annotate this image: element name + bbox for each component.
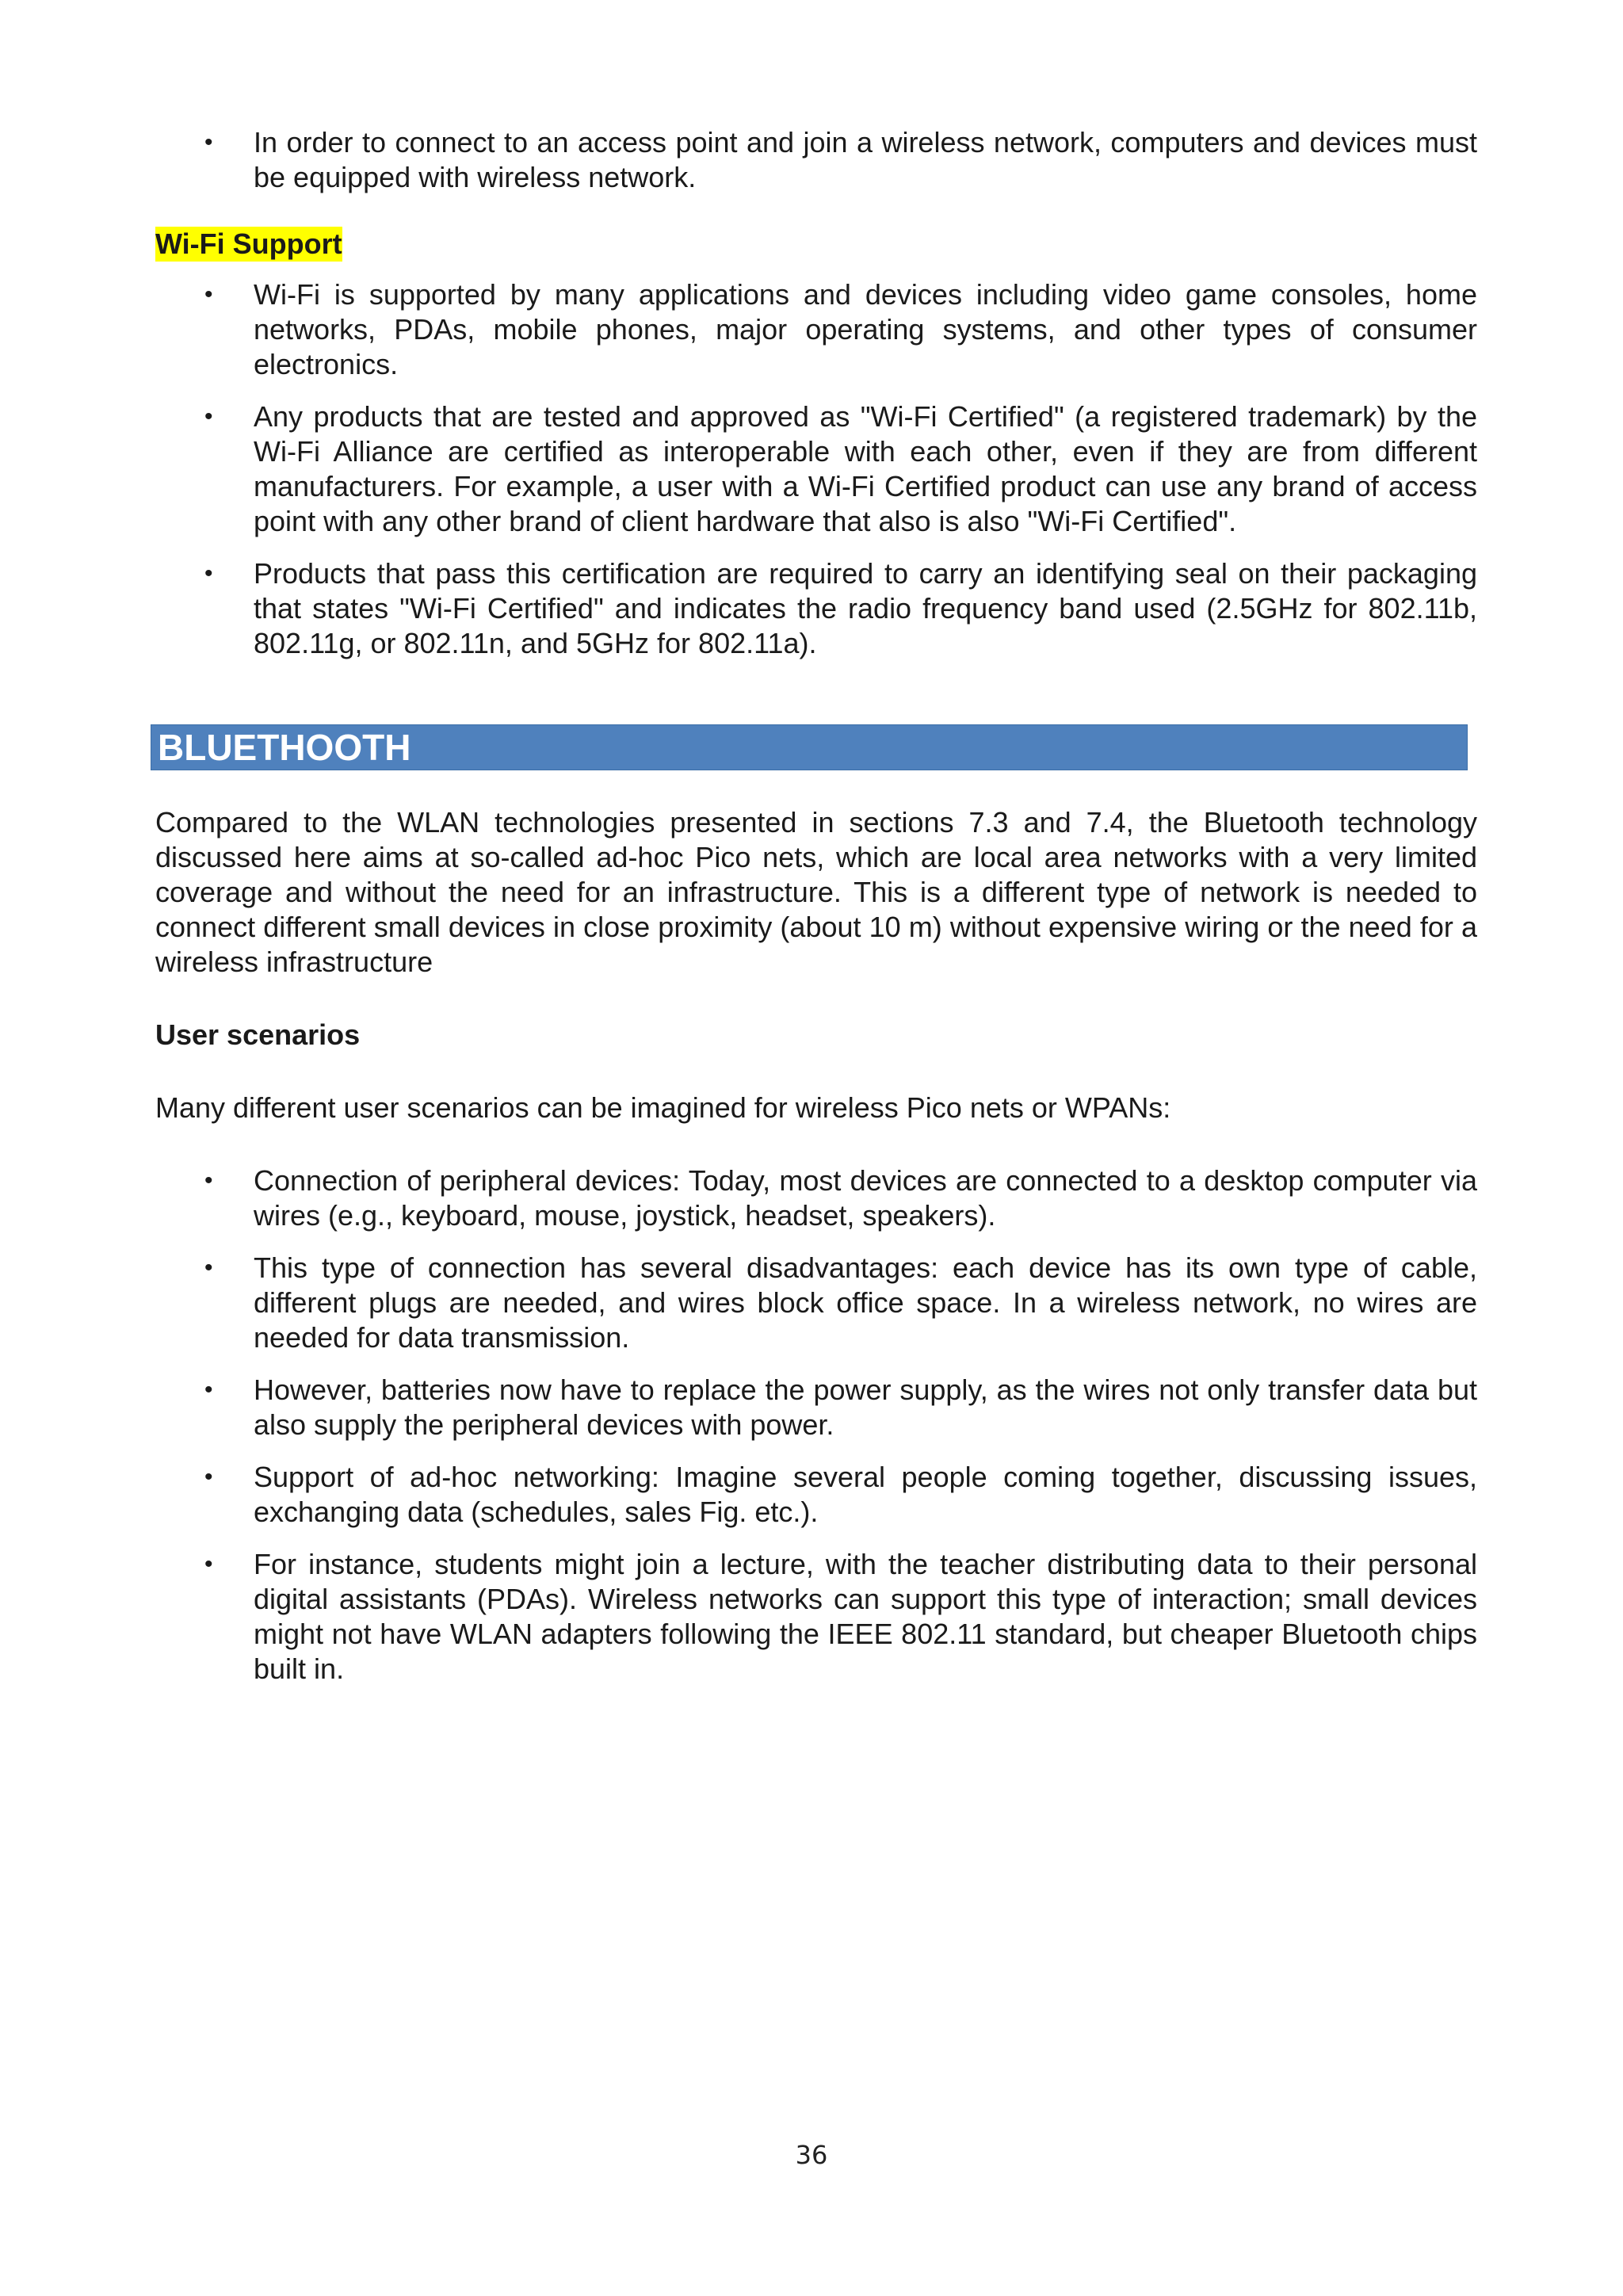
- list-item: [155, 1547, 1477, 1687]
- user-scenarios-intro: Many different user scenarios can be imagined for wireless Pico nets or WPANs:: [155, 1091, 1171, 1124]
- user-scenarios-bullet-list: [155, 1163, 1477, 1687]
- intro-bullet-list: [155, 125, 1477, 195]
- bullet-dot-icon: •: [204, 129, 213, 155]
- bluetooth-intro-paragraph: Compared to the WLAN technologies presented in sections 7.3 and 7.4, the Bluetooth technology discussed here aims at so-called ad-hoc Pico nets, which are local area networks with a very limited coverage and without the need for an infrastructure. This is a different type of network is needed to connect different small devices in close proximity (about 10 m) without expensive wiring or the need for a wireless infrastructure: [155, 806, 1477, 978]
- list-item: [155, 1373, 1477, 1442]
- list-item: [155, 399, 1477, 539]
- list-item-text: Support of ad-hoc networking: Imagine several people coming together, discussing issues, exchanging data (schedules, sales Fig. etc.).: [254, 1461, 1477, 1528]
- list-item: [155, 1460, 1477, 1530]
- list-item-text: This type of connection has several disadvantages: each device has its own type of cable, different plugs are needed, and wires block office space. In a wireless network, no wires are needed for data transmission.: [254, 1251, 1477, 1354]
- list-item-text: For instance, students might join a lecture, with the teacher distributing data to their personal digital assistants (PDAs). Wireless networks can support this type of interaction; small devices might not have WLAN adapters following the IEEE 802.11 standard, but cheaper Bluetooth chips built in.: [254, 1548, 1477, 1685]
- bullet-dot-icon: •: [204, 281, 213, 308]
- bullet-dot-icon: •: [204, 560, 213, 586]
- bullet-dot-icon: •: [204, 1377, 213, 1403]
- bullet-dot-icon: •: [204, 403, 213, 430]
- bullet-dot-icon: •: [204, 1255, 213, 1281]
- list-item-text: Connection of peripheral devices: Today, most devices are connected to a desktop computer via wires (e.g., keyboard, mouse, joystick, headset, speakers).: [254, 1164, 1477, 1232]
- wifi-support-heading: Wi-Fi Support: [155, 227, 342, 260]
- bullet-dot-icon: •: [204, 1551, 213, 1577]
- bullet-dot-icon: •: [204, 1167, 213, 1194]
- list-item: [155, 556, 1477, 661]
- list-item-text: Products that pass this certification are required to carry an identifying seal on their packaging that states "Wi-Fi Certified" and indicates the radio frequency band used (2.5GHz for 802.11b, 802.11g, or 802.11n, and 5GHz for 802.11a).: [254, 557, 1477, 659]
- document-page: [155, 125, 1477, 1704]
- list-item-text: Any products that are tested and approved as "Wi-Fi Certified" (a registered trademark) by the Wi-Fi Alliance are certified as interoperable with each other, even if they are from different manufacturers. For example, a user with a Wi-Fi Certified product can use any brand of access point with any other brand of client hardware that also is also "Wi-Fi Certified".: [254, 400, 1477, 537]
- list-item-text: In order to connect to an access point and join a wireless network, computers and devices must be equipped with wireless network.: [254, 126, 1477, 193]
- list-item: [155, 277, 1477, 382]
- list-item: [155, 125, 1477, 195]
- user-scenarios-heading: User scenarios: [155, 1018, 361, 1051]
- wifi-support-bullet-list: [155, 277, 1477, 661]
- list-item: [155, 1251, 1477, 1355]
- bullet-dot-icon: •: [204, 1464, 213, 1490]
- bluetooth-section-heading: BLUETHOOTH: [151, 724, 1468, 770]
- list-item-text: Wi-Fi is supported by many applications and devices including video game consoles, home networks, PDAs, mobile phones, major operating systems, and other types of consumer electronics.: [254, 278, 1477, 380]
- list-item: [155, 1163, 1477, 1233]
- page-number: 36: [795, 2140, 828, 2170]
- list-item-text: However, batteries now have to replace the power supply, as the wires not only transfer data but also supply the peripheral devices with power.: [254, 1373, 1477, 1441]
